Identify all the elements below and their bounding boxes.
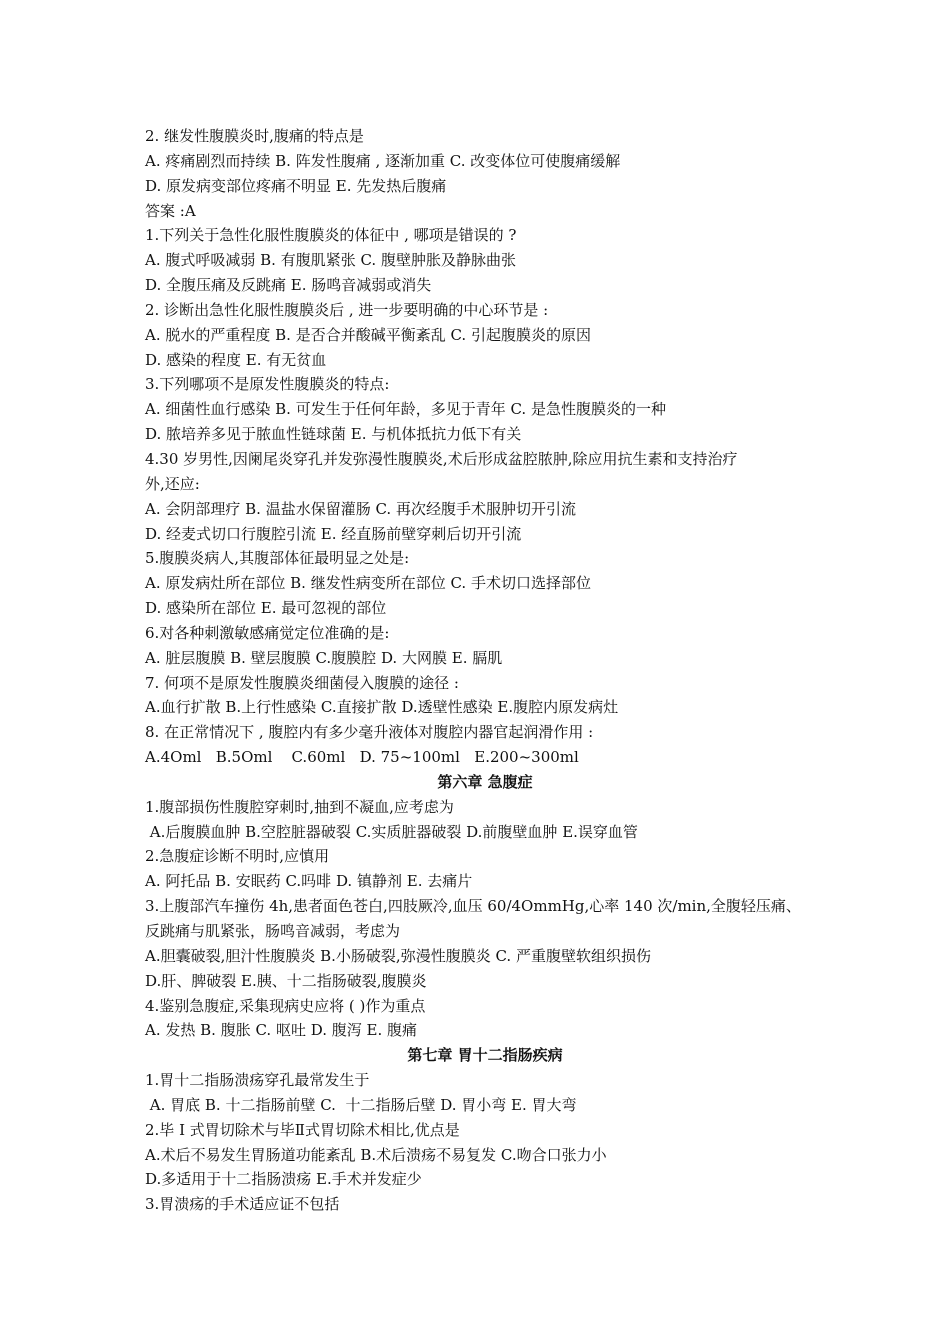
document-page xyxy=(145,124,825,1217)
text-line: D. 原发病变部位疼痛不明显 E. 先发热后腹痛 xyxy=(145,176,447,195)
text-line: 3.下列哪项不是原发性腹膜炎的特点: xyxy=(145,375,390,394)
text-line: A. 腹式呼吸减弱 B. 有腹肌紧张 C. 腹壁肿胀及静脉曲张 xyxy=(145,251,516,270)
text-line: A.血行扩散 B.上行性感染 C.直接扩散 D.透壁性感染 E.腹腔内原发病灶 xyxy=(145,698,619,717)
text-line: A. 胃底 B. 十二指肠前壁 C. 十二指肠后壁 D. 胃小弯 E. 胃大弯 xyxy=(145,1095,577,1114)
text-line: A.后腹膜血肿 B.空腔脏器破裂 C.实质脏器破裂 D.前腹壁血肿 E.误穿血管 xyxy=(145,822,638,841)
text-line: A. 会阴部理疗 B. 温盐水保留灌肠 C. 再次经腹手术服肿切开引流 xyxy=(145,499,576,518)
text-line: D. 感染所在部位 E. 最可忽视的部位 xyxy=(145,599,387,618)
text-line: D. 经麦式切口行腹腔引流 E. 经直肠前壁穿刺后切开引流 xyxy=(145,524,522,543)
text-line: 1.腹部损伤性腹腔穿刺时,抽到不凝血,应考虑为 xyxy=(145,797,454,816)
text-line: 3.上腹部汽车撞伤 4h,患者面色苍白,四肢厥冷,血压 60/4OmmHg,心率 140 次/min,全腹轻压痛、 xyxy=(145,897,801,916)
text-line: 2. 诊断出急性化服性腹膜炎后 , 进一步要明确的中心环节是 : xyxy=(145,300,549,319)
text-line: A. 原发病灶所在部位 B. 继发性病变所在部位 C. 手术切口选择部位 xyxy=(145,574,591,593)
text-line: D.肝、脾破裂 E.胰、十二指肠破裂,腹膜炎 xyxy=(145,971,427,990)
text-line: 1.胃十二指肠溃疡穿孔最常发生于 xyxy=(145,1071,370,1090)
text-line: A. 脏层腹膜 B. 壁层腹膜 C.腹膜腔 D. 大网膜 E. 膈肌 xyxy=(145,648,503,667)
chapter-heading: 第七章 胃十二指肠疾病 xyxy=(407,1046,563,1065)
text-line: A. 疼痛剧烈而持续 B. 阵发性腹痛 , 逐渐加重 C. 改变体位可使腹痛缓解 xyxy=(145,151,621,170)
text-line: 8. 在正常情况下 , 腹腔内有多少毫升液体对腹腔内器官起润滑作用 : xyxy=(145,723,594,742)
text-line: A.4Oml B.5Oml C.60ml D. 75~100ml E.200~300ml xyxy=(145,748,579,767)
text-line: A.胆囊破裂,胆汁性腹膜炎 B.小肠破裂,弥漫性腹膜炎 C. 严重腹壁软组织损伤 xyxy=(145,946,651,965)
text-line: 2. 继发性腹膜炎时,腹痛的特点是 xyxy=(145,127,364,145)
text-line: 1.下列关于急性化服性腹膜炎的体征中 , 哪项是错误的 ? xyxy=(145,226,517,245)
text-line: D. 感染的程度 E. 有无贫血 xyxy=(145,350,327,369)
text-line: 6.对各种刺激敏感痛觉定位准确的是: xyxy=(145,623,390,642)
text-line: A.术后不易发生胃肠道功能紊乱 B.术后溃疡不易复发 C.吻合口张力小 xyxy=(145,1145,607,1164)
chapter-heading: 第六章 急腹症 xyxy=(437,772,533,791)
text-line: D.多适用于十二指肠溃疡 E.手术并发症少 xyxy=(145,1170,422,1189)
text-line: 5.腹膜炎病人,其腹部体征最明显之处是: xyxy=(145,549,410,568)
text-line: 2.毕 I 式胃切除术与毕Ⅱ式胃切除术相比,优点是 xyxy=(145,1120,460,1139)
text-line: D. 脓培养多见于脓血性链球菌 E. 与机体抵抗力低下有关 xyxy=(145,425,522,444)
text-line: 3.胃溃疡的手术适应证不包括 xyxy=(145,1195,340,1214)
text-line: 2.急腹症诊断不明时,应慎用 xyxy=(145,847,330,866)
text-line: A. 脱水的严重程度 B. 是否合并酸碱平衡紊乱 C. 引起腹膜炎的原因 xyxy=(145,325,591,344)
text-line: A. 发热 B. 腹胀 C. 呕吐 D. 腹泻 E. 腹痛 xyxy=(145,1021,417,1040)
text-line: D. 全腹压痛及反跳痛 E. 肠鸣音减弱或消失 xyxy=(145,276,432,295)
text-line: 4.30 岁男性,因阑尾炎穿孔并发弥漫性腹膜炎,术后形成盆腔脓肿,除应用抗生素和支持治疗 xyxy=(145,449,738,468)
text-line: A. 细菌性血行感染 B. 可发生于任何年龄，多见于青年 C. 是急性腹膜炎的一种 xyxy=(145,400,666,419)
text-line: 反跳痛与肌紧张，肠鸣音减弱，考虑为 xyxy=(145,922,401,940)
text-line: A. 阿托品 B. 安眠药 C.吗啡 D. 镇静剂 E. 去痛片 xyxy=(145,872,473,891)
text-line: 答案 :A xyxy=(145,201,196,220)
text-line: 4.鉴别急腹症,采集现病史应将 ( )作为重点 xyxy=(145,996,426,1015)
text-line: 外,还应: xyxy=(145,474,200,493)
text-line: 7. 何项不是原发性腹膜炎细菌侵入腹膜的途径 : xyxy=(145,673,459,692)
